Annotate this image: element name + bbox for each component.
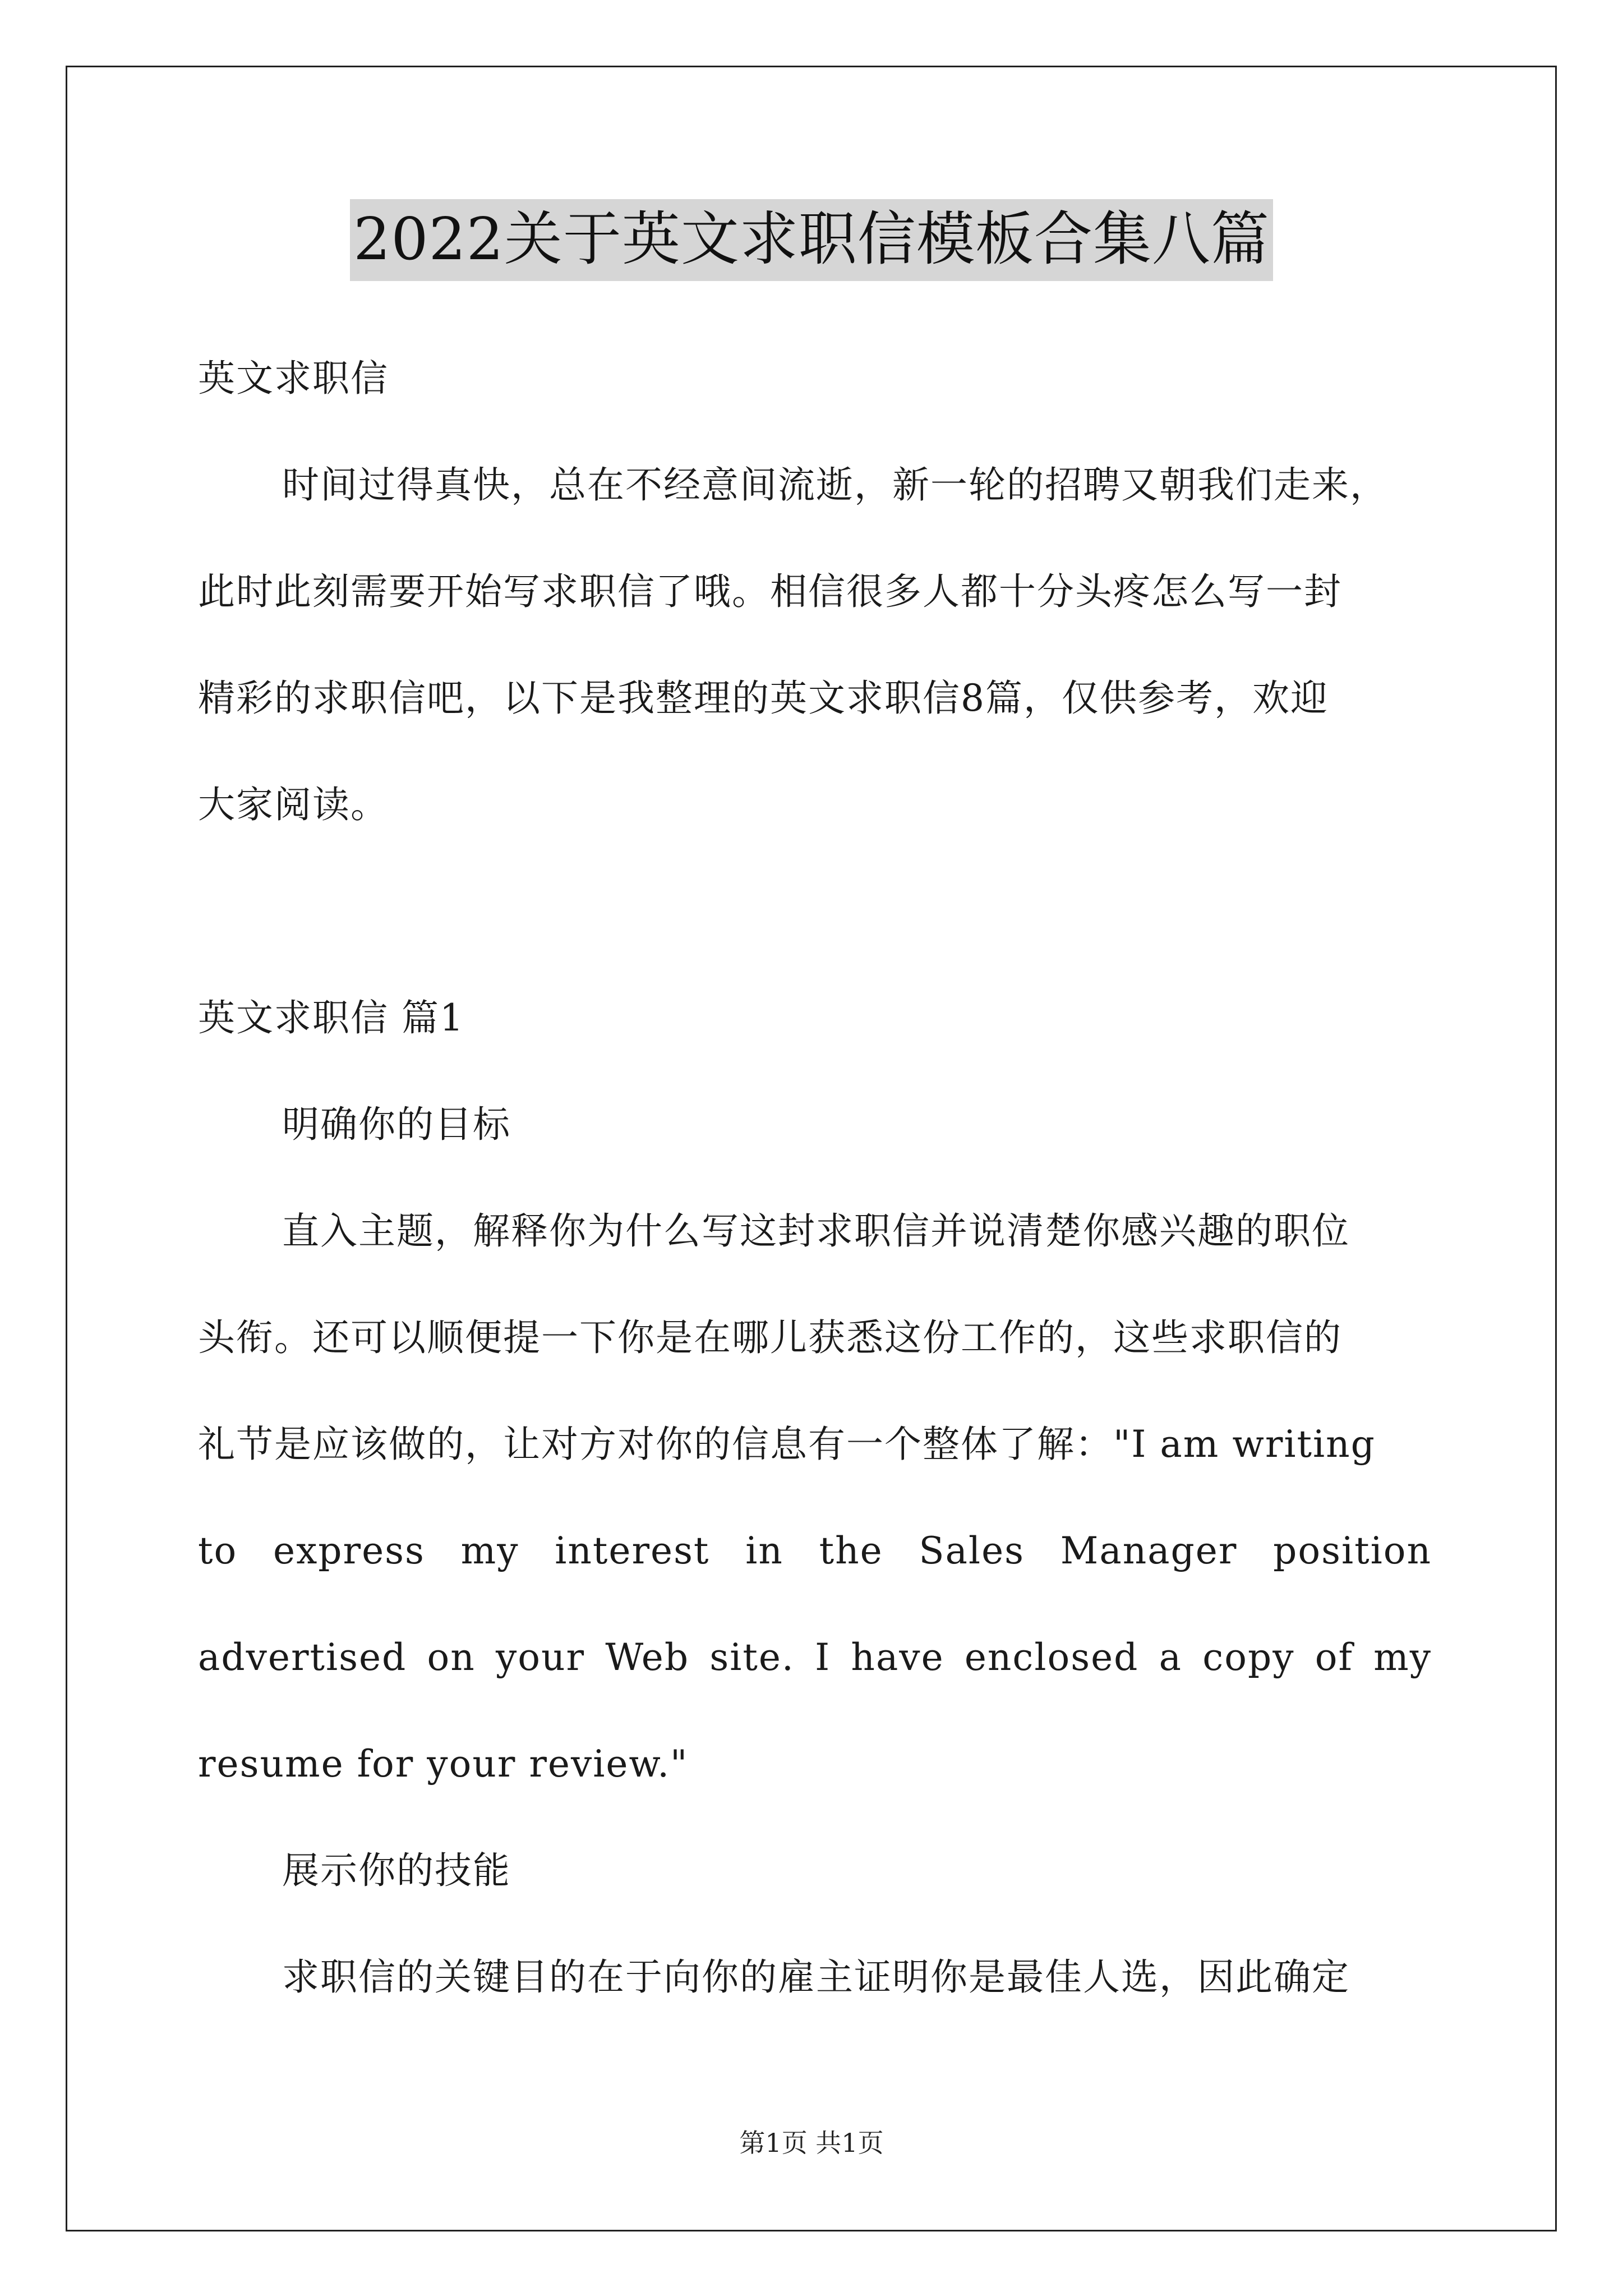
goal-line-5: advertised on your Web site. I have enclosed a copy of my bbox=[198, 1636, 1432, 1679]
title-container bbox=[0, 199, 1623, 281]
intro-line-4: 大家阅读。 bbox=[198, 783, 389, 826]
subheading-skills: 展示你的技能 bbox=[282, 1849, 511, 1892]
goal-line-4: to express my interest in the Sales Manager position bbox=[198, 1529, 1432, 1572]
goal-line-2: 头衔。还可以顺便提一下你是在哪儿获悉这份工作的，这些求职信的 bbox=[198, 1316, 1342, 1359]
page-number-footer: 第1页 共1页 bbox=[739, 2128, 884, 2158]
subheading-goal: 明确你的目标 bbox=[282, 1103, 511, 1146]
goal-line-3: 礼节是应该做的，让对方对你的信息有一个整体了解："I am writing bbox=[198, 1423, 1376, 1466]
section1-heading: 英文求职信 篇1 bbox=[198, 996, 464, 1039]
goal-line-1: 直入主题，解释你为什么写这封求职信并说清楚你感兴趣的职位 bbox=[282, 1209, 1350, 1253]
document-title: 2022关于英文求职信模板合集八篇 bbox=[350, 199, 1273, 281]
skills-line-1: 求职信的关键目的在于向你的雇主证明你是最佳人选，因此确定 bbox=[282, 1955, 1350, 1999]
intro-line-2: 此时此刻需要开始写求职信了哦。相信很多人都十分头疼怎么写一封 bbox=[198, 570, 1342, 613]
intro-line-1: 时间过得真快，总在不经意间流逝，新一轮的招聘又朝我们走来， bbox=[282, 463, 1388, 507]
intro-line-3: 精彩的求职信吧，以下是我整理的英文求职信8篇，仅供参考，欢迎 bbox=[198, 677, 1329, 720]
intro-heading: 英文求职信 bbox=[198, 357, 389, 400]
goal-line-6: resume for your review." bbox=[198, 1742, 689, 1786]
